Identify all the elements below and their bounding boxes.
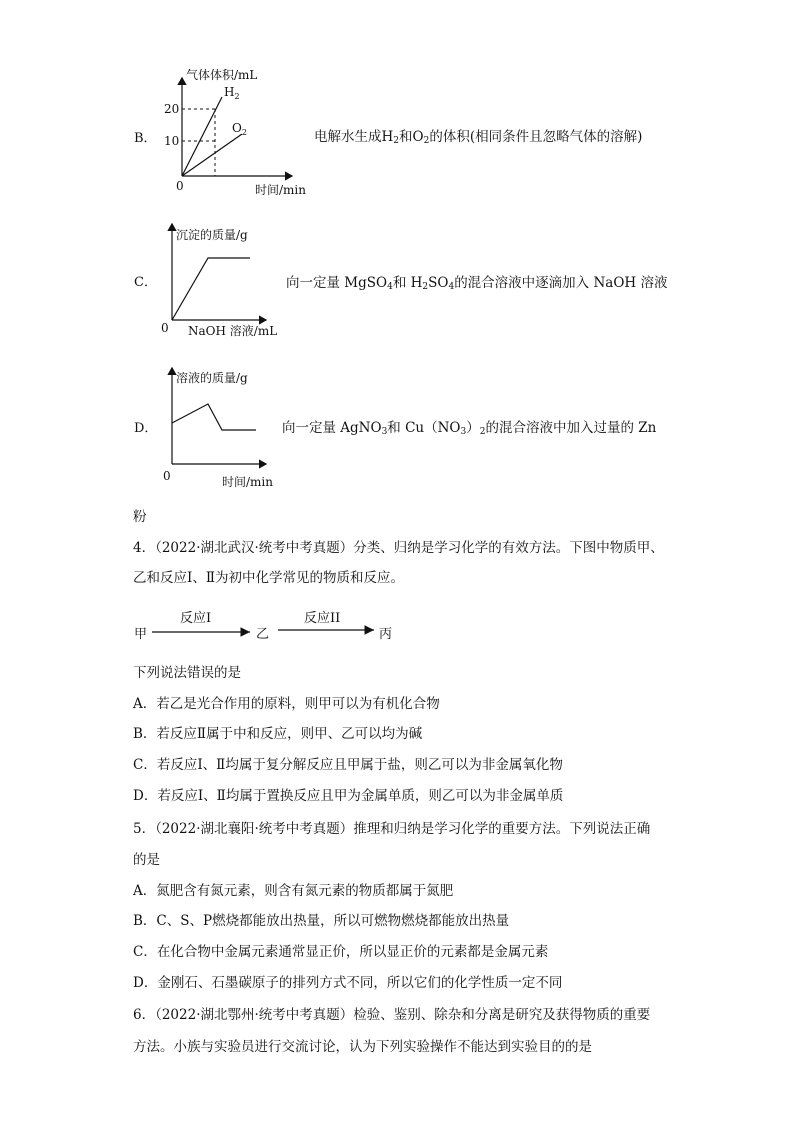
origin-label: 0 <box>176 179 184 193</box>
reaction-2-label: 反应II <box>304 611 341 626</box>
option-d-caption: 向一定量 AgNO$_3$和 $Cu(NO_3)_2$的混合溶液中加入过量的 Zn <box>282 420 657 437</box>
y-axis-label: 气体体积/mL <box>186 68 258 82</box>
o2-line <box>182 134 242 176</box>
q4-line-1: 4．（2022·湖北武汉·统考中考真题）分类、归纳是学习化学的有效方法。下图中物质甲、 <box>133 540 664 556</box>
precipitate-curve <box>172 258 250 320</box>
option-b-caption: 电解水生成$H_2$和$O_2$的体积(相同条件且忽略气体的溶解) <box>314 129 643 146</box>
reaction-1-label: 反应I <box>180 611 212 626</box>
option-d-solution-mass-graph <box>158 362 288 494</box>
tick-10: 10 <box>164 134 180 148</box>
option-c-letter: C． <box>134 275 157 290</box>
option-c-caption: 向一定量 MgSO$_4$和 $H_2SO_4$的混合溶液中逐滴加入 NaOH 溶液 <box>286 275 668 292</box>
solution-mass-curve <box>172 404 256 430</box>
substance-jia: 甲 <box>134 627 148 642</box>
q6-line-1: 6．（2022·湖北鄂州·统考中考真题）检验、鉴别、除杂和分离是研究及获得物质的重要 <box>133 1007 651 1023</box>
y-axis-label: 沉淀的质量/g <box>176 228 248 242</box>
y-axis-label: 溶液的质量/g <box>176 371 248 385</box>
x-axis-label: 时间/min <box>255 183 306 197</box>
option-d-letter: D． <box>134 421 158 436</box>
tick-20: 20 <box>164 102 180 116</box>
q5-option-c: C．在化合物中金属元素通常显正价，所以显正价的元素都是金属元素 <box>133 944 549 960</box>
option-d-caption-continuation: 粉 <box>133 509 147 525</box>
q4-option-c: C．若反应Ⅰ、Ⅱ均属于复分解反应且甲属于盐，则乙可以为非金属氧化物 <box>133 757 563 773</box>
q5-option-a: A．氮肥含有氮元素，则含有氮元素的物质都属于氮肥 <box>133 883 454 899</box>
origin-label: 0 <box>161 321 169 335</box>
x-axis-label: 时间/min <box>222 475 273 489</box>
option-b-letter: B． <box>134 131 157 146</box>
o2-label: $O_2$ <box>232 121 247 137</box>
h2-label: $H_2$ <box>224 85 240 101</box>
q4-option-b: B．若反应Ⅱ属于中和反应，则甲、乙可以均为碱 <box>133 726 423 742</box>
substance-yi: 乙 <box>256 627 270 642</box>
x-axis-label: NaOH 溶液/mL <box>188 324 278 338</box>
q5-option-d: D．金刚石、石墨碳原子的排列方式不同，所以它们的化学性质一定不同 <box>133 975 563 991</box>
option-c-precipitate-graph <box>158 218 298 340</box>
substance-bing: 丙 <box>379 627 393 642</box>
q4-reaction-diagram <box>132 603 402 645</box>
option-b-gas-volume-graph <box>160 64 320 199</box>
q5-line-2: 的是 <box>133 852 160 868</box>
q6-line-2: 方法。小族与实验员进行交流讨论，认为下列实验操作不能达到实验目的的是 <box>133 1039 592 1055</box>
q4-stem: 下列说法错误的是 <box>133 665 241 681</box>
q5-line-1: 5．（2022·湖北襄阳·统考中考真题）推理和归纳是学习化学的重要方法。下列说法正确 <box>133 821 651 837</box>
q5-option-b: B．C、S、P燃烧都能放出热量，所以可燃物燃烧都能放出热量 <box>133 913 510 929</box>
q4-line-2: 乙和反应Ⅰ、Ⅱ为初中化学常见的物质和反应。 <box>133 570 405 586</box>
q4-option-d: D．若反应Ⅰ、Ⅱ均属于置换反应且甲为金属单质，则乙可以为非金属单质 <box>133 788 564 804</box>
origin-label: 0 <box>163 469 171 483</box>
q4-option-a: A．若乙是光合作用的原料，则甲可以为有机化合物 <box>133 696 440 712</box>
